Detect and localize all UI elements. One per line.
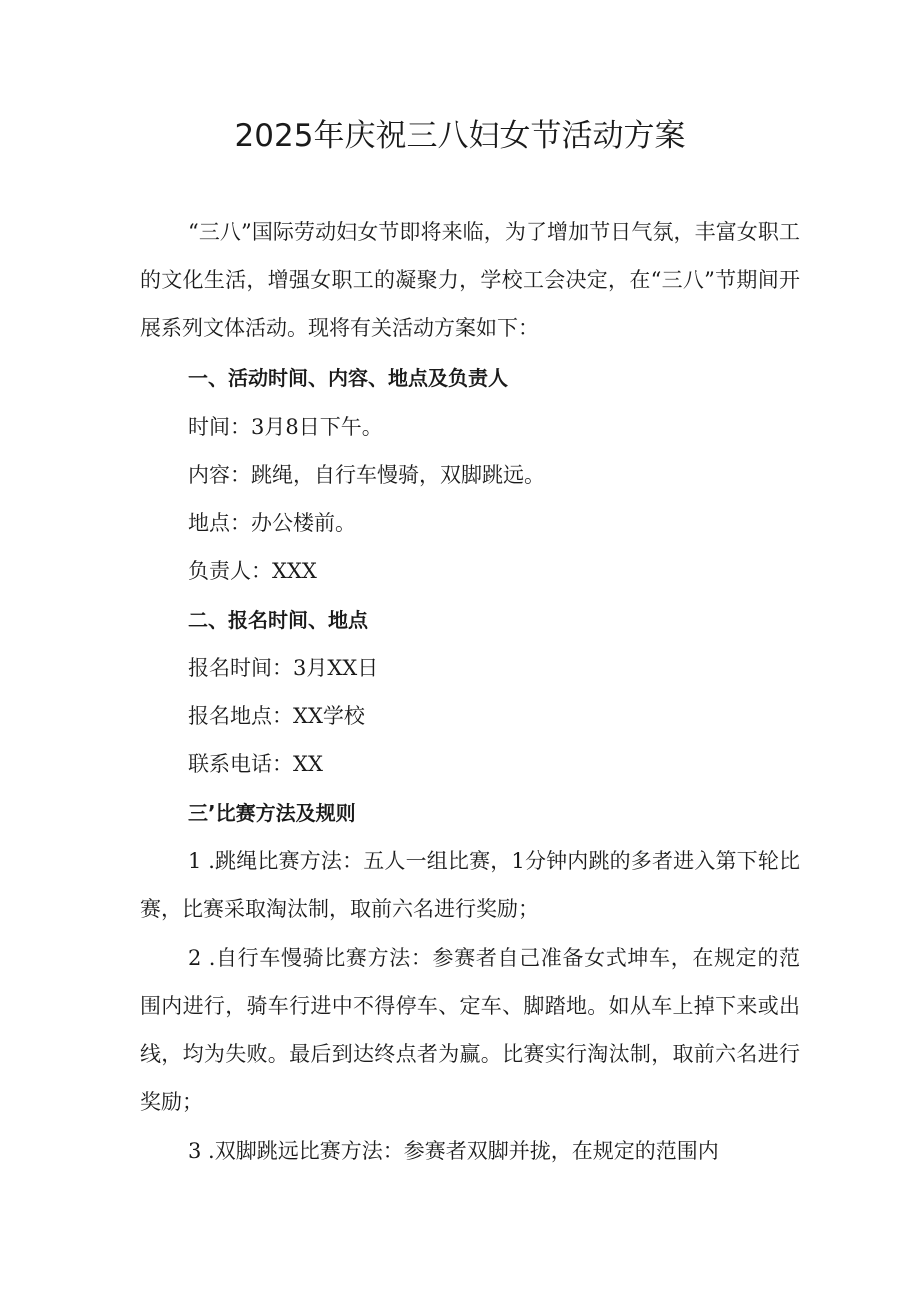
rule-3-paragraph: 3 .双脚跳远比赛方法：参赛者双脚并拢，在规定的范围内 bbox=[188, 1139, 719, 1163]
rule-1-paragraph: 1 .跳绳比赛方法：五人一组比赛，1分钟内跳的多者进入第下轮比赛，比赛采取淘汰制，取前六名进行奖励； bbox=[140, 849, 800, 921]
activity-content: 内容：跳绳，自行车慢骑，双脚跳远。 bbox=[188, 463, 545, 487]
section-3-heading: 三’比赛方法及规则 bbox=[188, 801, 356, 825]
document-title: 2025年庆祝三八妇女节活动方案 bbox=[234, 118, 686, 154]
activity-time: 时间：3月8日下午。 bbox=[188, 415, 383, 439]
registration-location: 报名地点：XX学校 bbox=[188, 704, 365, 728]
registration-time: 报名时间：3月XX日 bbox=[188, 656, 379, 680]
rule-2-paragraph: 2 .自行车慢骑比赛方法：参赛者自己准备女式坤车，在规定的范围内进行，骑车行进中不得停车、定车、脚踏地。如从车上掉下来或出线，均为失败。最后到达终点者为赢。比赛实行淘汰制，取前六名进行奖励； bbox=[140, 946, 800, 1114]
section-2-heading: 二、报名时间、地点 bbox=[188, 608, 368, 632]
activity-person: 负责人：XXX bbox=[188, 559, 317, 583]
section-1-heading: 一、活动时间、内容、地点及负责人 bbox=[188, 366, 508, 390]
contact-phone: 联系电话：XX bbox=[188, 752, 323, 776]
activity-location: 地点：办公楼前。 bbox=[188, 511, 356, 535]
intro-paragraph: “三八”国际劳动妇女节即将来临，为了增加节日气氛，丰富女职工的文化生活，增强女职工的凝聚力，学校工会决定，在“三八”节期间开展系列文体活动。现将有关活动方案如下： bbox=[140, 220, 800, 340]
